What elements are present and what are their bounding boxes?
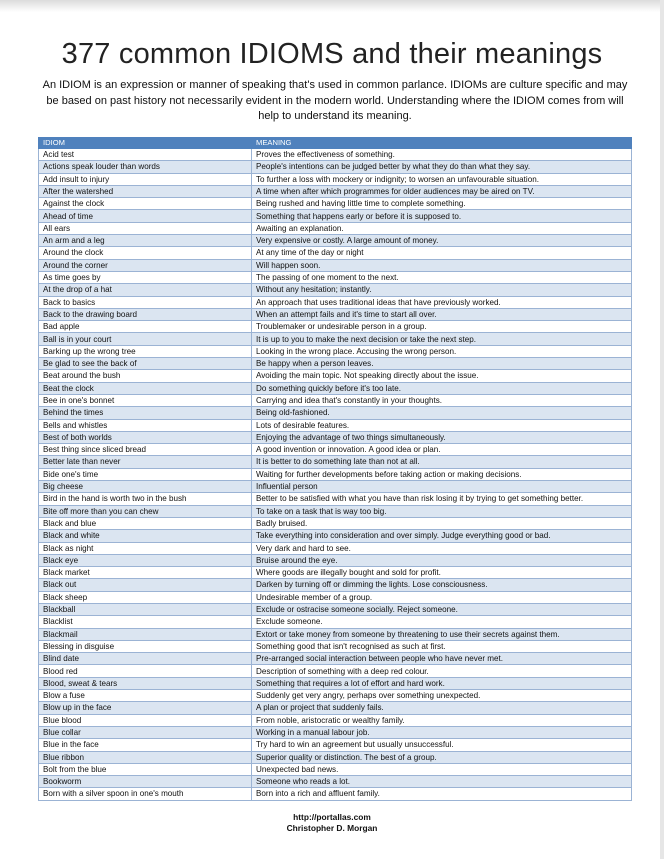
table-row (39, 308, 632, 320)
idiom-cell: Blow a fuse (39, 690, 252, 702)
column-header-idiom: IDIOM (39, 138, 252, 149)
idiom-cell: Blackball (39, 603, 252, 615)
table-row (39, 271, 632, 283)
meaning-cell: It is better to do something late than not at all. (252, 456, 632, 468)
table-row (39, 444, 632, 456)
meaning-cell: Enjoying the advantage of two things simultaneously. (252, 431, 632, 443)
table-row (39, 616, 632, 628)
meaning-cell: Superior quality or distinction. The best of a group. (252, 751, 632, 763)
table-row (39, 284, 632, 296)
meaning-cell: From noble, aristocratic or wealthy family. (252, 714, 632, 726)
meaning-cell: A good invention or innovation. A good idea or plan. (252, 444, 632, 456)
table-row (39, 714, 632, 726)
table-row (39, 247, 632, 259)
meaning-cell: Very dark and hard to see. (252, 542, 632, 554)
meaning-cell: Take everything into consideration and over simply. Judge everything good or bad. (252, 530, 632, 542)
table-row (39, 370, 632, 382)
table-row (39, 653, 632, 665)
meaning-cell: People's intentions can be judged better by what they do than what they say. (252, 161, 632, 173)
table-row (39, 677, 632, 689)
footer-url[interactable]: http://portallas.com (293, 812, 371, 822)
idiom-cell: Black out (39, 579, 252, 591)
table-row (39, 493, 632, 505)
table-row (39, 505, 632, 517)
meaning-cell: A plan or project that suddenly fails. (252, 702, 632, 714)
idiom-cell: As time goes by (39, 271, 252, 283)
table-row (39, 333, 632, 345)
table-row (39, 542, 632, 554)
meaning-cell: Try hard to win an agreement but usually unsuccessful. (252, 739, 632, 751)
table-row (39, 407, 632, 419)
idiom-cell: Against the clock (39, 198, 252, 210)
idiom-cell: Born with a silver spoon in one's mouth (39, 788, 252, 800)
meaning-cell: Where goods are illegally bought and sold for profit. (252, 567, 632, 579)
idiom-cell: Bite off more than you can chew (39, 505, 252, 517)
table-row (39, 751, 632, 763)
intro-paragraph: An IDIOM is an expression or manner of speaking that's used in common parlance. IDIOMs are culture specific and may be based on past history not necessarily evident in the modern world. Understanding where the IDIOM comes from will help to understand its meaning. (42, 79, 628, 122)
meaning-cell: Very expensive or costly. A large amount of money. (252, 235, 632, 247)
idiom-cell: At the drop of a hat (39, 284, 252, 296)
meaning-cell: Exclude or ostracise someone socially. Reject someone. (252, 603, 632, 615)
idiom-cell: Bird in the hand is worth two in the bush (39, 493, 252, 505)
table-row (39, 222, 632, 234)
meaning-cell: An approach that uses traditional ideas that have previously worked. (252, 296, 632, 308)
table-row (39, 776, 632, 788)
meaning-cell: Something that requires a lot of effort and hard work. (252, 677, 632, 689)
idiom-cell: Beat around the bush (39, 370, 252, 382)
meaning-cell: It is up to you to make the next decision or take the next step. (252, 333, 632, 345)
meaning-cell: Bruise around the eye. (252, 554, 632, 566)
table-row (39, 419, 632, 431)
table-row (39, 481, 632, 493)
idiom-cell: Actions speak louder than words (39, 161, 252, 173)
meaning-cell: Undesirable member of a group. (252, 591, 632, 603)
table-row (39, 259, 632, 271)
idiom-cell: Blessing in disguise (39, 640, 252, 652)
table-row (39, 173, 632, 185)
idiom-cell: Bide one's time (39, 468, 252, 480)
table-row (39, 567, 632, 579)
meaning-cell: Lots of desirable features. (252, 419, 632, 431)
idiom-cell: Black and white (39, 530, 252, 542)
meaning-cell: Something that happens early or before it is supposed to. (252, 210, 632, 222)
table-row (39, 726, 632, 738)
meaning-cell: To take on a task that is way too big. (252, 505, 632, 517)
table-row (39, 456, 632, 468)
meaning-cell: Badly bruised. (252, 517, 632, 529)
meaning-cell: Without any hesitation; instantly. (252, 284, 632, 296)
footer-author: Christopher D. Morgan (286, 823, 378, 833)
meaning-cell: Do something quickly before it's too late. (252, 382, 632, 394)
table-row (39, 579, 632, 591)
idiom-cell: Barking up the wrong tree (39, 345, 252, 357)
table-row (39, 296, 632, 308)
idiom-cell: Be glad to see the back of (39, 358, 252, 370)
idiom-cell: Blue blood (39, 714, 252, 726)
meaning-cell: A time when after which programmes for older audiences may be aired on TV. (252, 185, 632, 197)
meaning-cell: Suddenly get very angry, perhaps over something unexpected. (252, 690, 632, 702)
idiom-cell: Black and blue (39, 517, 252, 529)
meaning-cell: Something good that isn't recognised as such at first. (252, 640, 632, 652)
table-row (39, 382, 632, 394)
idiom-cell: Around the corner (39, 259, 252, 271)
table-row (39, 345, 632, 357)
meaning-cell: Someone who reads a lot. (252, 776, 632, 788)
idiom-cell: Add insult to injury (39, 173, 252, 185)
document-title: 377 common IDIOMS and their meanings (61, 38, 603, 70)
idiom-cell: Ahead of time (39, 210, 252, 222)
table-row (39, 640, 632, 652)
idiom-cell: Better late than never (39, 456, 252, 468)
table-row (39, 394, 632, 406)
idiom-cell: Bad apple (39, 321, 252, 333)
idiom-cell: Blind date (39, 653, 252, 665)
idiom-cell: Behind the times (39, 407, 252, 419)
table-row (39, 517, 632, 529)
idiom-cell: Bookworm (39, 776, 252, 788)
idiom-cell: After the watershed (39, 185, 252, 197)
idiom-cell: Black sheep (39, 591, 252, 603)
table-row (39, 530, 632, 542)
table-header-row (39, 138, 632, 149)
table-row (39, 468, 632, 480)
page-top-shadow (0, 0, 664, 12)
table-row (39, 591, 632, 603)
idiom-cell: Back to basics (39, 296, 252, 308)
idiom-cell: Blue ribbon (39, 751, 252, 763)
table-row (39, 161, 632, 173)
meaning-cell: Waiting for further developments before taking action or making decisions. (252, 468, 632, 480)
table-row (39, 702, 632, 714)
meaning-cell: Will happen soon. (252, 259, 632, 271)
table-row (39, 603, 632, 615)
meaning-cell: Extort or take money from someone by threatening to use their secrets against them. (252, 628, 632, 640)
idiom-cell: Bolt from the blue (39, 763, 252, 775)
idiom-cell: Blood, sweat & tears (39, 677, 252, 689)
table-row (39, 321, 632, 333)
meaning-cell: Being old-fashioned. (252, 407, 632, 419)
meaning-cell: Born into a rich and affluent family. (252, 788, 632, 800)
meaning-cell: Awaiting an explanation. (252, 222, 632, 234)
page-right-edge (660, 0, 664, 859)
idiom-cell: All ears (39, 222, 252, 234)
table-row (39, 235, 632, 247)
meaning-cell: The passing of one moment to the next. (252, 271, 632, 283)
idiom-cell: Big cheese (39, 481, 252, 493)
table-row (39, 628, 632, 640)
meaning-cell: Exclude someone. (252, 616, 632, 628)
meaning-cell: Unexpected bad news. (252, 763, 632, 775)
table-body (39, 149, 632, 801)
meaning-cell: When an attempt fails and it's time to start all over. (252, 308, 632, 320)
idiom-cell: Blow up in the face (39, 702, 252, 714)
idiom-cell: Beat the clock (39, 382, 252, 394)
meaning-cell: Avoiding the main topic. Not speaking directly about the issue. (252, 370, 632, 382)
idiom-cell: Bells and whistles (39, 419, 252, 431)
table-row (39, 665, 632, 677)
idiom-cell: Back to the drawing board (39, 308, 252, 320)
idiom-cell: Blood red (39, 665, 252, 677)
table-row (39, 210, 632, 222)
meaning-cell: Troublemaker or undesirable person in a group. (252, 321, 632, 333)
meaning-cell: Looking in the wrong place. Accusing the wrong person. (252, 345, 632, 357)
idiom-cell: Blackmail (39, 628, 252, 640)
meaning-cell: Influential person (252, 481, 632, 493)
idiom-cell: Bee in one's bonnet (39, 394, 252, 406)
idiom-cell: Best of both worlds (39, 431, 252, 443)
meaning-cell: Darken by turning off or dimming the lights. Lose consciousness. (252, 579, 632, 591)
idiom-cell: Black eye (39, 554, 252, 566)
table-row (39, 149, 632, 161)
meaning-cell: Working in a manual labour job. (252, 726, 632, 738)
meaning-cell: Being rushed and having little time to complete something. (252, 198, 632, 210)
table-row (39, 690, 632, 702)
meaning-cell: Carrying and idea that's constantly in your thoughts. (252, 394, 632, 406)
idiom-cell: Best thing since sliced bread (39, 444, 252, 456)
idiom-cell: Acid test (39, 149, 252, 161)
meaning-cell: Proves the effectiveness of something. (252, 149, 632, 161)
meaning-cell: Description of something with a deep red colour. (252, 665, 632, 677)
idiom-cell: Blue in the face (39, 739, 252, 751)
meaning-cell: Be happy when a person leaves. (252, 358, 632, 370)
meaning-cell: Pre-arranged social interaction between people who have never met. (252, 653, 632, 665)
table-row (39, 431, 632, 443)
idiom-cell: Blacklist (39, 616, 252, 628)
idiom-cell: Ball is in your court (39, 333, 252, 345)
idiom-cell: Around the clock (39, 247, 252, 259)
table-row (39, 185, 632, 197)
idiom-cell: Black as night (39, 542, 252, 554)
idiom-cell: Blue collar (39, 726, 252, 738)
idiom-table (38, 137, 632, 801)
table-row (39, 358, 632, 370)
table-row (39, 763, 632, 775)
meaning-cell: To further a loss with mockery or indignity; to worsen an unfavourable situation. (252, 173, 632, 185)
table-row (39, 554, 632, 566)
table-row (39, 198, 632, 210)
table-row (39, 788, 632, 800)
idiom-cell: An arm and a leg (39, 235, 252, 247)
table-row (39, 739, 632, 751)
meaning-cell: At any time of the day or night (252, 247, 632, 259)
idiom-cell: Black market (39, 567, 252, 579)
meaning-cell: Better to be satisfied with what you have than risk losing it by trying to get something better. (252, 493, 632, 505)
column-header-meaning: MEANING (252, 138, 632, 149)
